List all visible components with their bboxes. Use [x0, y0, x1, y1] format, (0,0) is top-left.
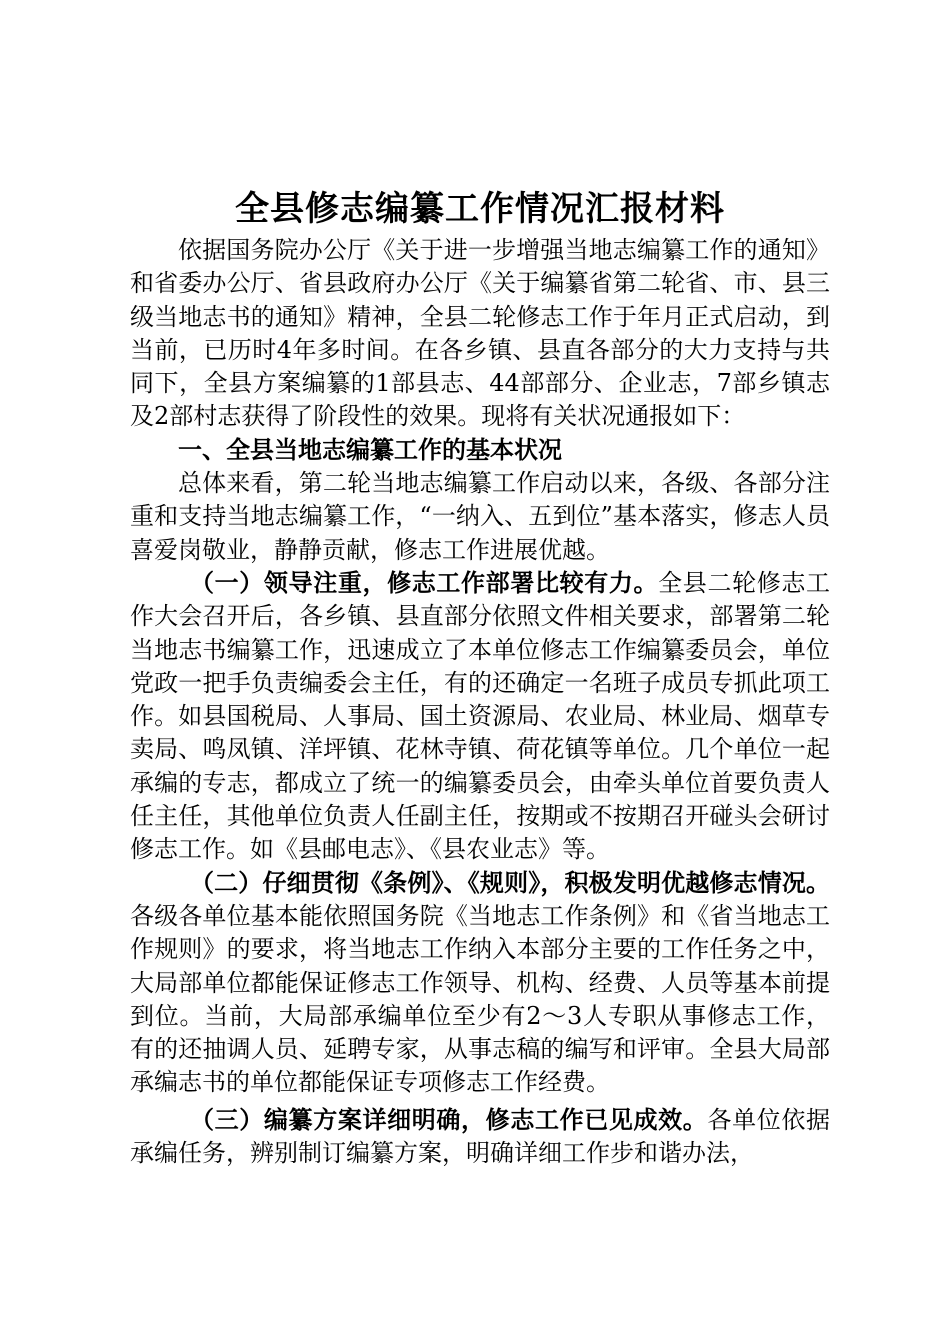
item-3-paragraph [130, 1104, 830, 1171]
item-1-paragraph [130, 567, 830, 867]
item-1-body: 全县二轮修志工作大会召开后，各乡镇、县直部分依照文件相关要求，部署第二轮当地志书编纂工作，迅速成立了本单位修志工作编纂委员会，单位党政一把手负责编委会主任，有的还确定一名班子成员专抓此项工作。如县国税局、人事局、国土资源局、农业局、林业局、烟草专卖局、鸣凤镇、洋坪镇、花林寺镇、荷花镇等单位。几个单位一起承编的专志，都成立了统一的编纂委员会，由牵头单位首要负责人任主任，其他单位负责人任副主任，按期或不按期召开碰头会研讨修志工作。如《县邮电志》、《县农业志》等。 [130, 568, 831, 864]
item-2-lead: （二）仔细贯彻《条例》、《规则》，积极发明优越修志情况。 [190, 868, 830, 897]
item-3-body: 各单位依据承编任务，辨别制订编纂方案，明确详细工作步和谐办法， [130, 1105, 831, 1168]
document-title: 全县修志编纂工作情况汇报材料 [235, 189, 725, 229]
item-1-lead: （一）领导注重，修志工作部署比较有力。 [190, 568, 659, 597]
item-2-body: 各级各单位基本能依照国务院《当地志工作条例》和《省当地志工作规则》的要求，将当地志工作纳入本部分主要的工作任务之中，大局部单位都能保证修志工作领导、机构、经费、人员等基本前提到位。当前，大局部承编单位至少有2～3人专职从事修志工作，有的还抽调人员、延聘专家，从事志稿的编写和评审。全县大局部承编志书的单位都能保证专项修志工作经费。 [130, 901, 830, 1097]
item-3-lead: （三）编纂方案详细明确，修志工作已见成效。 [190, 1105, 708, 1134]
section-heading: 一、全县当地志编纂工作的基本状况 [178, 435, 562, 464]
section-summary-paragraph: 总体来看，第二轮当地志编纂工作启动以来，各级、各部分注重和支持当地志编纂工作，“一纳入、五到位”基本落实，修志人员喜爱岗敬业，静静贡献，修志工作进展优越。 [130, 469, 830, 564]
document-page [130, 186, 830, 1170]
intro-paragraph: 依据国务院办公厅《关于进一步增强当地志编纂工作的通知》和省委办公厅、省县政府办公厅《关于编纂省第二轮省、市、县三级当地志书的通知》精神，全县二轮修志工作于年月正式启动，到当前，已历时4年多时间。在各乡镇、县直各部分的大力支持与共同下，全县方案编纂的1部县志、44部部分、企业志，7部乡镇志及2部村志获得了阶段性的效果。现将有关状况通报如下： [130, 236, 830, 431]
item-2-paragraph [130, 867, 830, 1100]
